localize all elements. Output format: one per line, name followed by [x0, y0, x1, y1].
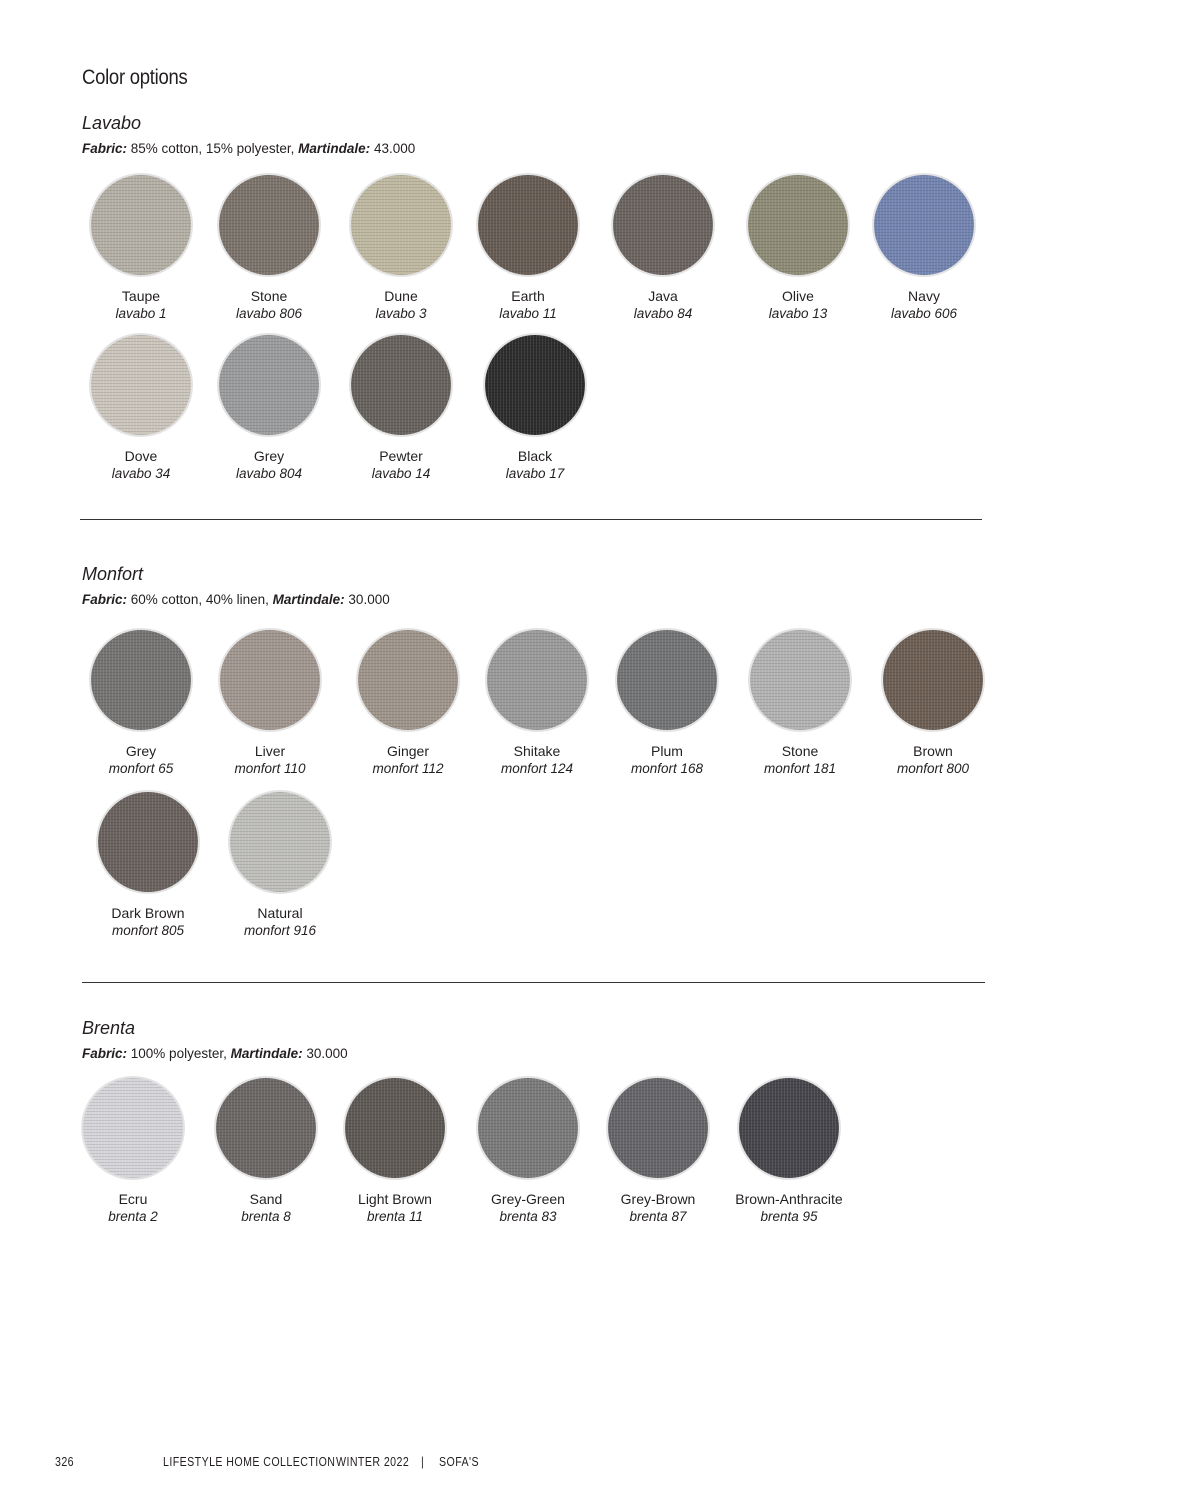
fabric-label: Fabric:: [82, 141, 128, 156]
color-swatch: [345, 628, 471, 778]
color-swatch: [78, 333, 204, 483]
martindale-value: 30.000: [348, 592, 390, 607]
fabric-swatch-image: [615, 628, 719, 732]
swatch-color-name: Olive: [782, 288, 814, 304]
swatch-color-code: lavabo 3: [375, 306, 427, 321]
swatch-color-name: Java: [648, 288, 678, 304]
martindale-value: 30.000: [306, 1046, 348, 1061]
swatch-color-name: Light Brown: [358, 1191, 432, 1207]
fabric-swatch-image: [881, 628, 985, 732]
fabric-swatch-image: [349, 173, 453, 277]
swatch-color-code: monfort 916: [243, 923, 317, 938]
swatch-color-name: Liver: [254, 743, 286, 759]
fabric-value: 100% polyester,: [130, 1046, 227, 1061]
fabric-swatch-image: [606, 1076, 710, 1180]
martindale-label: Martindale:: [230, 1046, 303, 1061]
footer-separator: |: [421, 1455, 425, 1469]
swatch-color-name: Dune: [384, 288, 418, 304]
swatch-color-code: monfort 805: [111, 923, 185, 938]
swatch-color-name: Stone: [250, 288, 288, 304]
color-swatch: [85, 790, 211, 940]
page-title: Color options: [82, 66, 188, 89]
swatch-color-code: lavabo 11: [499, 306, 557, 321]
fabric-swatch-image: [485, 628, 589, 732]
color-swatch: [600, 173, 726, 323]
fabric-swatch-image: [96, 790, 200, 894]
fabric-spec: [82, 1046, 982, 1061]
swatch-color-code: brenta 95: [760, 1209, 818, 1224]
fabric-swatch-image: [89, 628, 193, 732]
color-swatch: [203, 1076, 329, 1226]
color-swatch: [726, 1076, 852, 1226]
fabric-swatch-image: [611, 173, 715, 277]
swatch-color-code: lavabo 804: [235, 466, 303, 481]
color-swatch: [735, 173, 861, 323]
section-title: Monfort: [82, 564, 144, 584]
fabric-value: 60% cotton, 40% linen,: [130, 592, 269, 607]
swatch-color-code: lavabo 13: [768, 306, 828, 321]
fabric-swatch-image: [343, 1076, 447, 1180]
color-swatch: [207, 628, 333, 778]
swatch-color-code: lavabo 606: [890, 306, 958, 321]
martindale-label: Martindale:: [298, 141, 371, 156]
color-swatch: [870, 628, 996, 778]
color-swatch: [595, 1076, 721, 1226]
swatch-color-name: Taupe: [121, 288, 161, 304]
swatch-color-code: lavabo 34: [111, 466, 171, 481]
color-swatch: [332, 1076, 458, 1226]
fabric-swatch-image: [349, 333, 453, 437]
swatch-color-code: monfort 124: [500, 761, 574, 776]
color-swatch: [70, 1076, 196, 1226]
color-swatch: [338, 333, 464, 483]
color-swatch: [338, 173, 464, 323]
fabric-swatch-image: [228, 790, 332, 894]
swatch-color-code: monfort 800: [896, 761, 970, 776]
swatch-color-name: Grey-Green: [491, 1191, 565, 1207]
swatch-color-code: monfort 181: [763, 761, 837, 776]
fabric-label: Fabric:: [82, 592, 128, 607]
swatch-color-name: Ecru: [118, 1191, 148, 1207]
color-swatch: [474, 628, 600, 778]
swatch-color-code: monfort 110: [234, 761, 306, 776]
swatch-color-code: monfort 112: [372, 761, 444, 776]
footer-category: SOFA'S: [439, 1455, 480, 1469]
swatch-color-code: lavabo 1: [115, 306, 167, 321]
footer-collection: LIFESTYLE HOME COLLECTION: [163, 1455, 336, 1469]
swatch-color-code: brenta 2: [108, 1209, 158, 1224]
swatch-color-code: brenta 8: [241, 1209, 291, 1224]
section-divider: [80, 519, 982, 520]
martindale-label: Martindale:: [272, 592, 345, 607]
swatch-color-name: Ginger: [386, 743, 430, 759]
fabric-swatch-image: [748, 628, 852, 732]
color-swatch: [206, 173, 332, 323]
fabric-swatch-image: [89, 333, 193, 437]
section-brenta: [82, 1018, 982, 1224]
color-swatch: [217, 790, 343, 940]
fabric-swatch-image: [81, 1076, 185, 1180]
swatch-color-name: Shitake: [513, 743, 561, 759]
fabric-swatch-image: [217, 173, 321, 277]
swatch-color-code: lavabo 17: [505, 466, 565, 481]
swatch-color-code: lavabo 806: [235, 306, 303, 321]
fabric-swatch-image: [476, 173, 580, 277]
color-swatch: [465, 1076, 591, 1226]
swatch-color-code: monfort 65: [108, 761, 174, 776]
swatch-color-name: Grey: [253, 448, 285, 464]
swatch-color-name: Pewter: [379, 448, 423, 464]
fabric-swatch-image: [89, 173, 193, 277]
swatch-color-name: Grey: [125, 743, 157, 759]
swatch-color-name: Sand: [249, 1191, 283, 1207]
fabric-swatch-image: [872, 173, 976, 277]
swatch-color-name: Navy: [908, 288, 940, 304]
fabric-value: 85% cotton, 15% polyester,: [130, 141, 295, 156]
swatch-color-name: Dark Brown: [111, 905, 185, 921]
fabric-swatch-image: [476, 1076, 580, 1180]
swatch-color-name: Stone: [781, 743, 819, 759]
fabric-spec: [82, 592, 982, 607]
swatch-color-name: Black: [517, 448, 553, 464]
swatch-color-code: brenta 11: [366, 1209, 424, 1224]
color-swatch: [472, 333, 598, 483]
color-swatch: [78, 628, 204, 778]
fabric-swatch-image: [483, 333, 587, 437]
footer-season: WINTER 2022: [336, 1455, 410, 1469]
martindale-value: 43.000: [373, 141, 416, 156]
color-swatch: [861, 173, 987, 323]
section-divider: [82, 982, 985, 983]
fabric-swatch-image: [217, 333, 321, 437]
swatch-color-name: Grey-Brown: [620, 1191, 696, 1207]
swatch-color-name: Natural: [257, 905, 303, 921]
fabric-spec: [82, 141, 982, 156]
swatch-color-code: brenta 87: [629, 1209, 687, 1224]
fabric-swatch-image: [746, 173, 850, 277]
color-swatch: [78, 173, 204, 323]
color-swatch: [465, 173, 591, 323]
fabric-swatch-image: [356, 628, 460, 732]
fabric-label: Fabric:: [82, 1046, 128, 1061]
swatch-color-name: Dove: [124, 448, 158, 464]
section-title: Brenta: [82, 1018, 136, 1038]
swatch-color-code: lavabo 84: [633, 306, 693, 321]
swatch-color-code: monfort 168: [630, 761, 704, 776]
fabric-swatch-image: [218, 628, 322, 732]
swatch-color-name: Brown-Anthracite: [735, 1191, 843, 1207]
fabric-swatch-image: [737, 1076, 841, 1180]
fabric-swatch-image: [214, 1076, 318, 1180]
color-swatch: [604, 628, 730, 778]
color-swatch: [737, 628, 863, 778]
section-monfort: [82, 564, 982, 938]
section-title: Lavabo: [82, 113, 142, 133]
swatch-color-code: brenta 83: [499, 1209, 557, 1224]
section-lavabo: [82, 113, 982, 481]
swatch-color-name: Plum: [651, 743, 683, 759]
color-swatch: [206, 333, 332, 483]
swatch-color-code: lavabo 14: [371, 466, 431, 481]
swatch-color-name: Brown: [913, 743, 953, 759]
footer-page-number: 326: [55, 1455, 75, 1469]
swatch-color-name: Earth: [511, 288, 545, 304]
